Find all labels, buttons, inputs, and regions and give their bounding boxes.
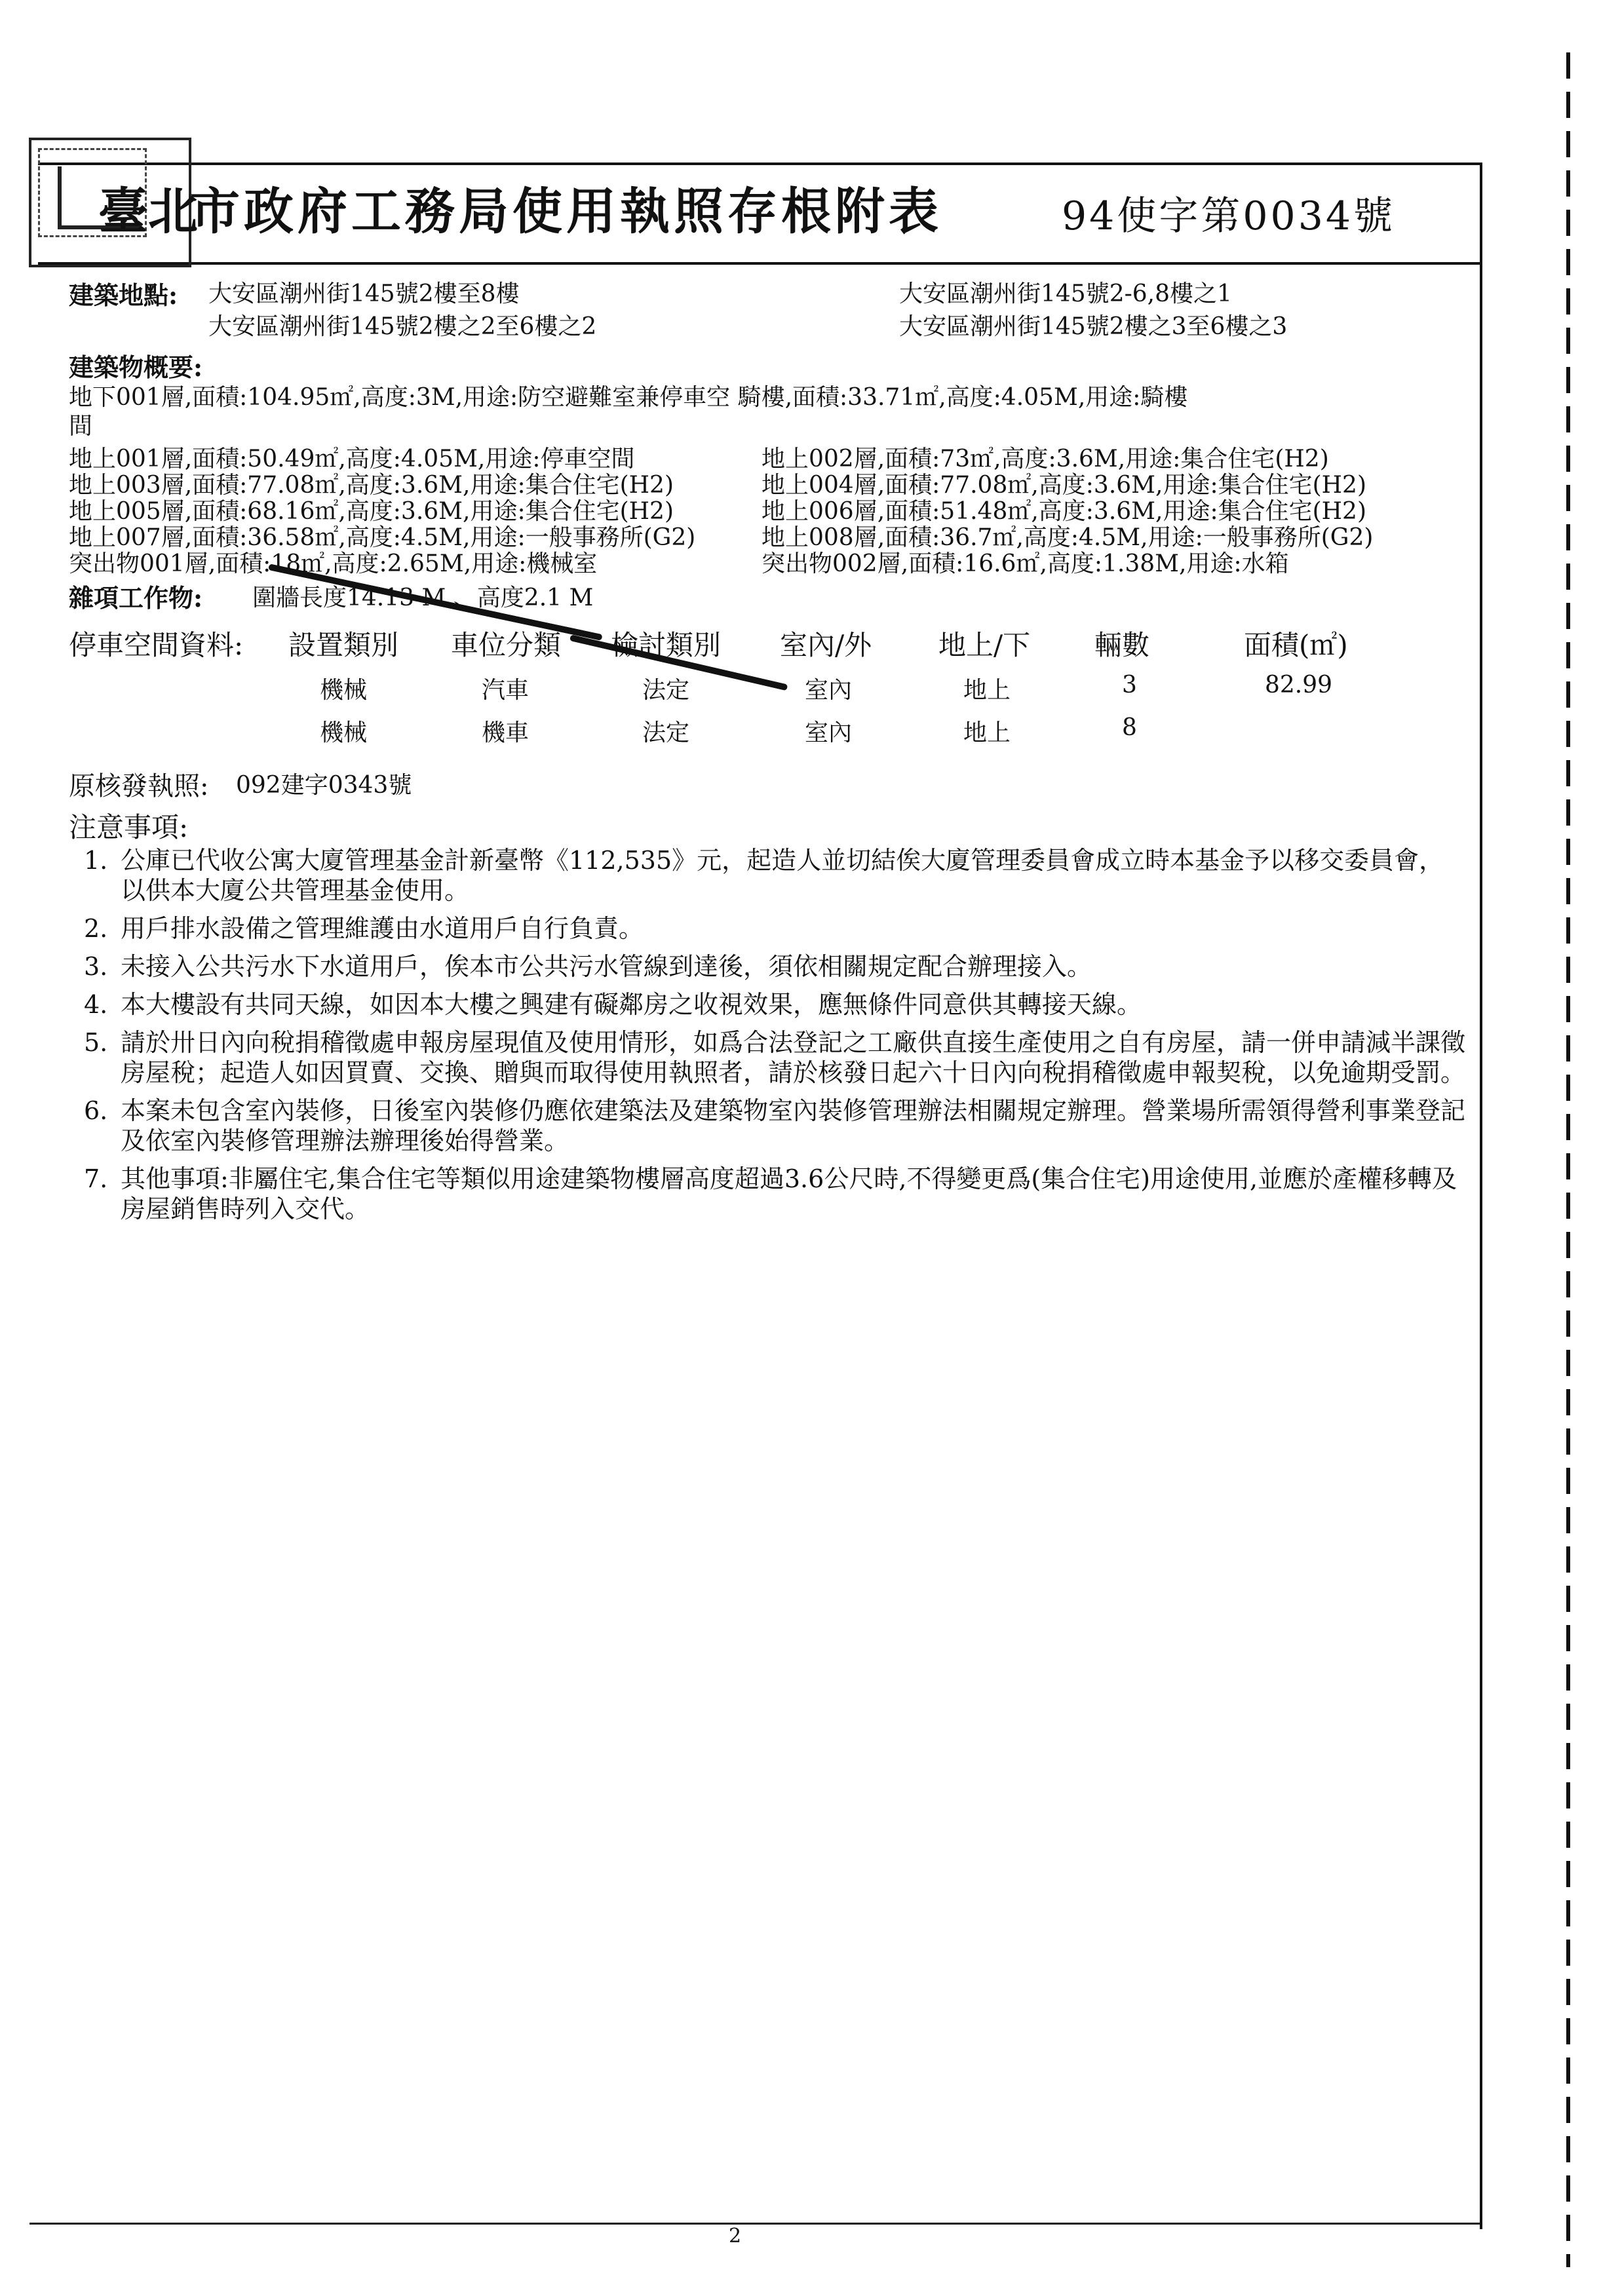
parking-header: 地上/下 [938,629,1031,661]
parking-header: 室內/外 [780,629,872,661]
parking-cell: 82.99 [1265,672,1333,698]
parking-header: 車位分類 [451,629,562,661]
note-item: 7. 其他事項:非屬住宅,集合住宅等類似用途建築物樓層高度超過3.6公尺時,不得變更爲(集合住宅)用途使用,並應於產權移轉及房屋銷售時列入交代。 [84,1164,1457,1223]
permit-number: 94使字第0034號 [1062,193,1396,239]
page-number: 2 [729,2225,742,2248]
floor-entry: 地上001層,面積:50.49㎡,高度:4.05M,用途:停車空間 [69,446,635,472]
floor-entry: 地上002層,面積:73㎡,高度:3.6M,用途:集合住宅(H2) [762,446,1329,472]
location-address-2: 大安區潮州街145號2樓之2至6樓之2 [208,313,597,340]
original-license-label: 原核發執照: [69,771,209,801]
overview-label: 建築物概要: [69,353,203,382]
location-label: 建築地點: [69,280,178,310]
document-title: 市政府工務局使用執照存根附表 [190,182,942,240]
parking-cell: 法定 [642,719,690,746]
bottom-rule [29,2223,1481,2225]
parking-cell: 汽車 [482,677,530,704]
parking-header: 設置類別 [288,629,399,661]
parking-cell: 室內 [805,719,853,746]
parking-cell: 機車 [482,719,530,746]
floor-entry: 地上003層,面積:77.08㎡,高度:3.6M,用途:集合住宅(H2) [69,472,674,499]
parking-label: 停車空間資料: [69,629,244,661]
location-address-3: 大安區潮州街145號2-6,8樓之1 [899,280,1232,307]
note-item: 2. 用戶排水設備之管理維護由水道用戶自行負責。 [84,914,644,943]
parking-cell: 機械 [320,719,368,746]
floor-entry: 地上006層,面積:51.48㎡,高度:3.6M,用途:集合住宅(H2) [762,498,1366,525]
note-item: 4. 本大樓設有共同天線，如因本大樓之興建有礙鄰房之收視效果，應無條件同意供其轉接天線。 [84,990,1142,1019]
parking-cell: 8 [1122,714,1137,741]
floor-entry: 地上005層,面積:68.16㎡,高度:3.6M,用途:集合住宅(H2) [69,498,674,525]
note-item: 1. 公庫已代收公寓大廈管理基金計新臺幣《112,535》元，起造人並切結俟大廈管理委員會成立時本基金予以移交委員會，以供本大廈公共管理基金使用。 [84,846,1444,905]
note-item: 5. 請於卅日內向稅捐稽徵處申報房屋現值及使用情形，如爲合法登記之工廠供直接生產使用之自有房屋，請一併申請減半課徵房屋稅；起造人如因買賣、交換、贈與而取得使用執照者，請於核發日起六十日內向稅捐稽徵處申報契稅，以免逾期受罰。 [84,1028,1466,1087]
misc-works-label: 雜項工作物: [69,583,203,613]
note-item: 3. 未接入公共污水下水道用戶，俟本市公共污水管線到達後，須依相關規定配合辦理接入。 [84,952,1092,981]
parking-header: 輛數 [1094,629,1150,661]
floor-entry: 地上004層,面積:77.08㎡,高度:3.6M,用途:集合住宅(H2) [762,472,1366,499]
misc-works-value: 圍牆長度14.13 M 、高度2.1 M [252,584,594,611]
floor-entry: 地上007層,面積:36.58㎡,高度:4.5M,用途:一般事務所(G2) [69,524,696,551]
location-address-4: 大安區潮州街145號2樓之3至6樓之3 [899,313,1288,340]
scan-edge-mark [1566,52,1570,2267]
floor-entry: 突出物002層,面積:16.6㎡,高度:1.38M,用途:水箱 [762,550,1289,577]
parking-cell: 機械 [320,677,368,704]
basement-floor: 地下001層,面積:104.95㎡,高度:3M,用途:防空避難室兼停車空 騎樓,面積:33.71㎡,高度:4.05M,用途:騎樓 [69,384,1188,411]
parking-cell: 3 [1122,672,1137,698]
floor-entry: 突出物001層,面積:18㎡,高度:2.65M,用途:機械室 [69,550,598,577]
parking-header: 檢討類別 [611,629,722,661]
parking-cell: 地上 [963,677,1011,704]
original-license-value: 092建字0343號 [236,772,412,799]
parking-cell: 法定 [642,677,690,704]
location-address-1: 大安區潮州街145號2樓至8樓 [208,280,520,307]
basement-floor-wrap: 間 [69,413,93,440]
parking-cell: 地上 [963,719,1011,746]
notes-label: 注意事項: [69,811,189,843]
notes-list [84,845,1467,1232]
floor-entry: 地上008層,面積:36.7㎡,高度:4.5M,用途:一般事務所(G2) [762,524,1374,551]
parking-cell: 室內 [805,677,853,704]
title-prefix: 臺北 [98,182,198,240]
parking-header: 面積(㎡) [1244,629,1348,661]
note-item: 6. 本案未包含室內裝修，日後室內裝修仍應依建築法及建築物室內裝修管理辦法相關規定辦理。營業場所需領得營利事業登記及依室內裝修管理辦法辦理後始得營業。 [84,1096,1466,1155]
